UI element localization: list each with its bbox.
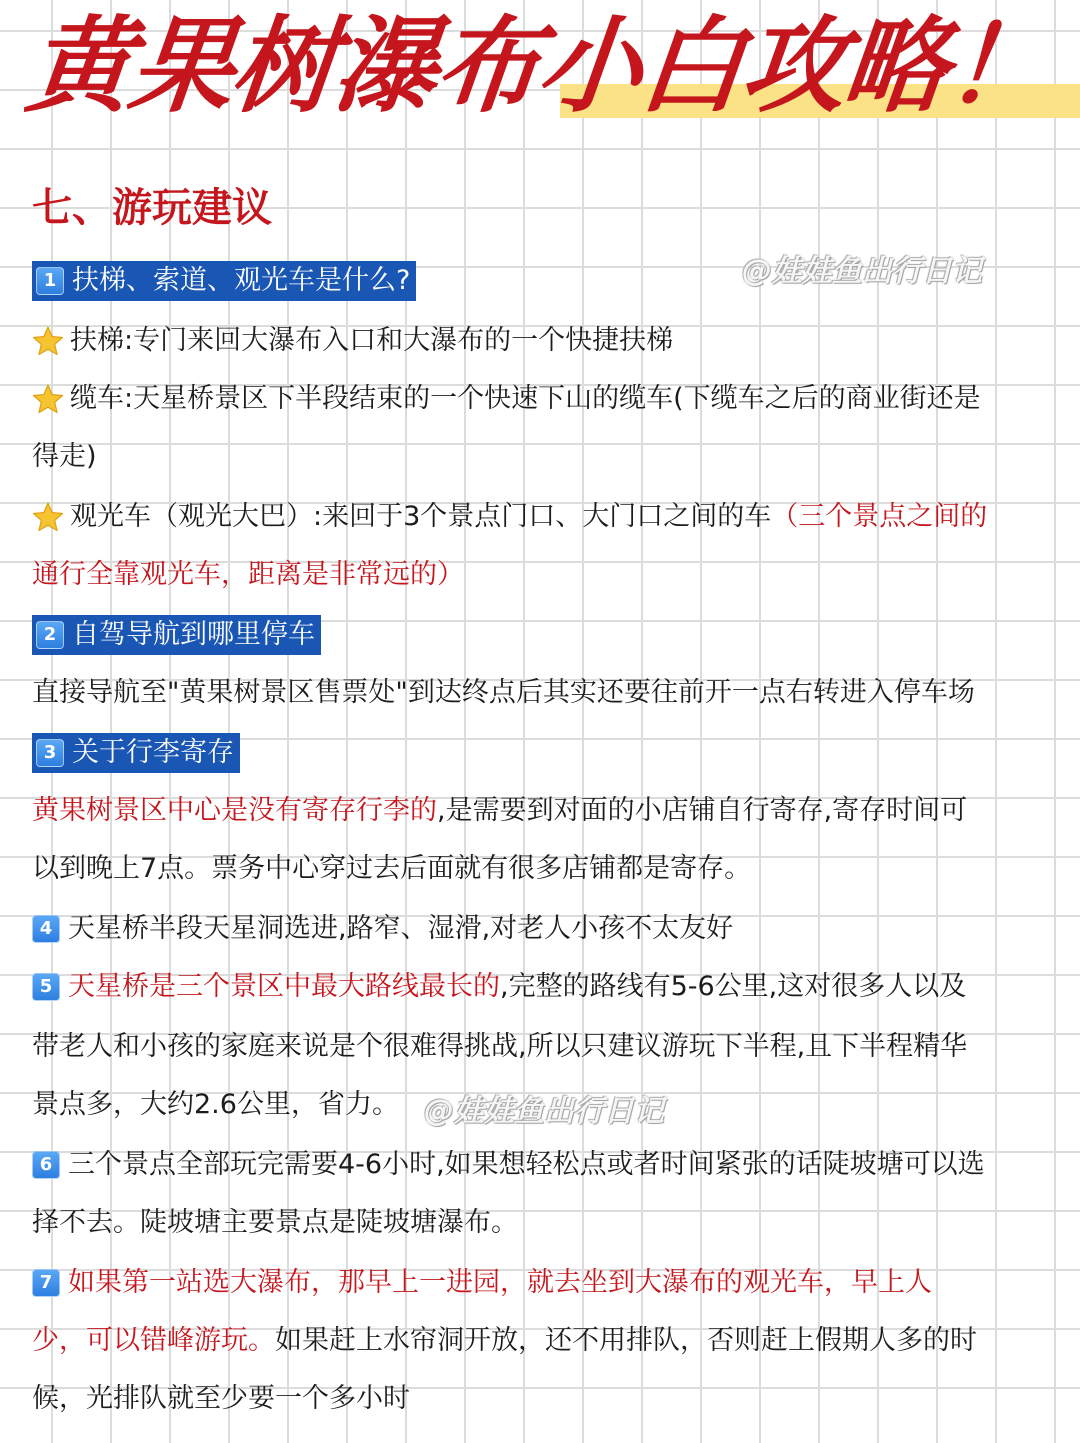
shuttle-note-continued: 通行全靠观光车，距离是非常远的） xyxy=(32,559,464,590)
list-item xyxy=(32,312,673,370)
question-2 xyxy=(32,606,321,664)
number-5-icon: 5 xyxy=(32,973,60,1001)
cablecar-text-continued: 得走) xyxy=(32,441,97,472)
tip-5-line-2: 带老人和小孩的家庭来说是个很难得挑战,所以只建议游玩下半程,且下半程精华 xyxy=(32,1031,968,1062)
tip-4-text: 天星桥半段天星洞选进,路窄、湿滑,对老人小孩不太友好 xyxy=(68,913,734,944)
number-1-icon: 1 xyxy=(36,267,64,295)
tip-5 xyxy=(32,958,966,1016)
question-3 xyxy=(32,724,240,782)
shuttle-note: （三个景点之间的 xyxy=(771,501,988,532)
tip-7-line-3: 候，光排队就至少要一个多小时 xyxy=(32,1383,410,1414)
question-2-heading-box xyxy=(32,615,321,655)
number-4-icon: 4 xyxy=(32,915,60,943)
section-heading: 七、游玩建议 xyxy=(32,185,272,231)
luggage-line-2: 以到晚上7点。票务中心穿过去后面就有很多店铺都是寄存。 xyxy=(32,853,752,884)
tip-6-line-2: 择不去。陡坡塘主要景点是陡坡塘瀑布。 xyxy=(32,1207,518,1238)
tip-6-text: 三个景点全部玩完需要4-6小时,如果想轻松点或者时间紧张的话陡坡塘可以选 xyxy=(68,1149,985,1180)
list-item xyxy=(32,488,987,546)
number-7-icon: 7 xyxy=(32,1269,60,1297)
star-icon xyxy=(32,325,64,357)
cablecar-text: 缆车:天星桥景区下半段结束的一个快速下山的缆车(下缆车之后的商业街还是 xyxy=(70,383,981,414)
parking-text: 直接导航至"黄果树景区售票处"到达终点后其实还要往前开一点右转进入停车场 xyxy=(32,677,975,708)
question-3-heading: 关于行李寄存 xyxy=(72,737,234,768)
tip-7-highlight: 如果第一站选大瀑布，那早上一进园，就去坐到大瀑布的观光车，早上人 xyxy=(68,1267,932,1298)
tip-6 xyxy=(32,1136,985,1194)
tip-5-line-3-text: 景点多，大约2.6公里，省力。 xyxy=(32,1089,399,1120)
tip-7-line-2 xyxy=(32,1312,977,1370)
question-3-heading-box xyxy=(32,733,240,773)
star-icon xyxy=(32,501,64,533)
number-6-icon: 6 xyxy=(32,1151,60,1179)
luggage-text: ,是需要到对面的小店铺自行寄存,寄存时间可 xyxy=(437,795,968,826)
tip-5-line-3 xyxy=(32,1076,399,1134)
question-1-heading-box xyxy=(32,261,416,301)
tip-7 xyxy=(32,1254,932,1312)
tip-7-highlight-end: 少，可以错峰游玩。 xyxy=(32,1325,275,1356)
watermark: @娃娃鱼出行日记 xyxy=(742,254,982,289)
shuttle-text: 观光车（观光大巴）:来回于3个景点门口、大门口之间的车 xyxy=(70,501,772,532)
tip-7-text: 如果赶上水帘洞开放，还不用排队，否则赶上假期人多的时 xyxy=(275,1325,977,1356)
tip-5-highlight: 天星桥是三个景区中最大路线最长的 xyxy=(68,971,500,1002)
number-2-icon: 2 xyxy=(36,621,64,649)
luggage-line-1 xyxy=(32,782,967,840)
escalator-text: 扶梯:专门来回大瀑布入口和大瀑布的一个快捷扶梯 xyxy=(70,325,674,356)
tip-4 xyxy=(32,900,733,958)
star-icon xyxy=(32,383,64,415)
page-title: 黄果树瀑布小白攻略！ xyxy=(21,5,1055,127)
title-banner xyxy=(0,0,1080,150)
question-1 xyxy=(32,252,416,310)
list-item xyxy=(32,370,981,428)
tip-5-text: ,完整的路线有5-6公里,这对很多人以及 xyxy=(500,971,967,1002)
luggage-highlight: 黄果树景区中心是没有寄存行李的 xyxy=(32,795,437,826)
question-1-heading: 扶梯、索道、观光车是什么? xyxy=(72,265,411,296)
list-item-continued xyxy=(32,428,97,486)
number-3-icon: 3 xyxy=(36,739,64,767)
watermark: @娃娃鱼出行日记 xyxy=(424,1094,664,1129)
question-2-heading: 自驾导航到哪里停车 xyxy=(72,619,315,650)
